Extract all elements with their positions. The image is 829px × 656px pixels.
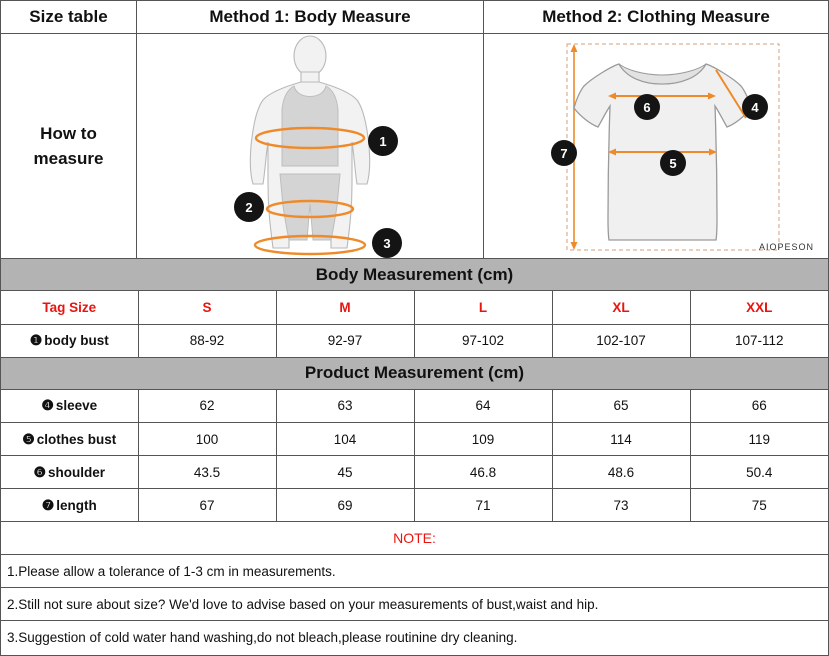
cell-shoulder-m: 45 <box>276 456 414 489</box>
method1-header: Method 1: Body Measure <box>137 1 483 34</box>
svg-text:7: 7 <box>560 146 568 161</box>
cell-shoulder-xxl: 50.4 <box>690 456 828 489</box>
cell-sleeve-xl: 65 <box>552 390 690 423</box>
cell-shoulder-xl: 48.6 <box>552 456 690 489</box>
cell-sleeve-l: 64 <box>414 390 552 423</box>
clothing-measure-illustration <box>484 34 828 258</box>
cell-body-bust-m: 92-97 <box>276 324 414 357</box>
cell-sleeve-m: 63 <box>276 390 414 423</box>
how-to-measure-label <box>1 34 136 258</box>
row-label-clothes-bust: ❺ clothes bust <box>1 423 138 456</box>
svg-text:2: 2 <box>245 200 253 215</box>
column-header-m: M <box>276 291 414 324</box>
cell-body-bust-s: 88-92 <box>138 324 276 357</box>
illustration-band <box>1 1 828 259</box>
how-to-measure-line2: measure <box>33 149 104 168</box>
column-header-s: S <box>138 291 276 324</box>
method1-figure <box>137 34 483 258</box>
method1-column <box>137 1 484 258</box>
row-label-sleeve: ❹ sleeve <box>1 390 138 423</box>
how-to-measure-line1: How to <box>40 123 97 143</box>
product-measurement-table <box>1 390 828 523</box>
badge-4 <box>742 94 768 120</box>
svg-text:6: 6 <box>643 100 651 115</box>
column-header-xxl: XXL <box>690 291 828 324</box>
badge-2 <box>234 192 264 222</box>
note-line-2: 2.Still not sure about size? We'd love to advise based on your measurements of bust,waist and hip. <box>1 588 828 621</box>
cell-body-bust-xxl: 107-112 <box>690 324 828 357</box>
column-header-xl: XL <box>552 291 690 324</box>
body-measurement-title: Body Measurement (cm) <box>1 259 828 291</box>
marker-6-icon: ❻ <box>33 463 47 480</box>
table-row <box>1 489 828 522</box>
table-row <box>1 423 828 456</box>
method2-column <box>484 1 828 258</box>
cell-clothes-bust-xl: 114 <box>552 423 690 456</box>
cell-shoulder-s: 43.5 <box>138 456 276 489</box>
note-line-1: 1.Please allow a tolerance of 1-3 cm in measurements. <box>1 555 828 588</box>
cell-clothes-bust-xxl: 119 <box>690 423 828 456</box>
column-header-tag-size: Tag Size <box>1 291 138 324</box>
row-label-shoulder: ❻ shoulder <box>1 456 138 489</box>
size-table-header: Size table <box>1 1 136 34</box>
product-measurement-title: Product Measurement (cm) <box>1 358 828 390</box>
cell-clothes-bust-m: 104 <box>276 423 414 456</box>
method2-header: Method 2: Clothing Measure <box>484 1 828 34</box>
svg-text:5: 5 <box>669 156 677 171</box>
cell-length-s: 67 <box>138 489 276 522</box>
cell-body-bust-l: 97-102 <box>414 324 552 357</box>
marker-4-icon: ❹ <box>41 397 54 414</box>
note-title: NOTE: <box>1 522 828 555</box>
body-measurement-table <box>1 291 828 358</box>
table-row <box>1 324 828 357</box>
table-row <box>1 390 828 423</box>
badge-3 <box>372 228 402 258</box>
marker-1-icon: ❶ <box>29 332 43 348</box>
cell-body-bust-xl: 102-107 <box>552 324 690 357</box>
brand-watermark: AIOPESON <box>758 242 814 252</box>
cell-shoulder-l: 46.8 <box>414 456 552 489</box>
marker-5-icon: ❺ <box>22 430 35 447</box>
row-label-body-bust: ❶ body bust <box>1 324 138 357</box>
table-header-row <box>1 291 828 324</box>
cell-clothes-bust-s: 100 <box>138 423 276 456</box>
column-header-l: L <box>414 291 552 324</box>
cell-sleeve-s: 62 <box>138 390 276 423</box>
row-label-length: ❼ length <box>1 489 138 522</box>
body-measure-illustration <box>137 34 483 258</box>
table-row <box>1 456 828 489</box>
badge-7 <box>551 140 577 166</box>
size-table-column <box>1 1 137 258</box>
cell-sleeve-xxl: 66 <box>690 390 828 423</box>
cell-length-xl: 73 <box>552 489 690 522</box>
svg-text:1: 1 <box>379 134 387 149</box>
cell-length-m: 69 <box>276 489 414 522</box>
method2-figure <box>484 34 828 258</box>
note-line-3: 3.Suggestion of cold water hand washing,do not bleach,please routinine dry cleaning. <box>7 630 518 645</box>
svg-text:3: 3 <box>383 236 391 251</box>
badge-1 <box>368 126 398 156</box>
badge-5 <box>660 150 686 176</box>
cell-clothes-bust-l: 109 <box>414 423 552 456</box>
svg-text:4: 4 <box>751 100 759 115</box>
cell-length-l: 71 <box>414 489 552 522</box>
badge-6 <box>634 94 660 120</box>
marker-7-icon: ❼ <box>41 496 55 513</box>
cell-length-xxl: 75 <box>690 489 828 522</box>
